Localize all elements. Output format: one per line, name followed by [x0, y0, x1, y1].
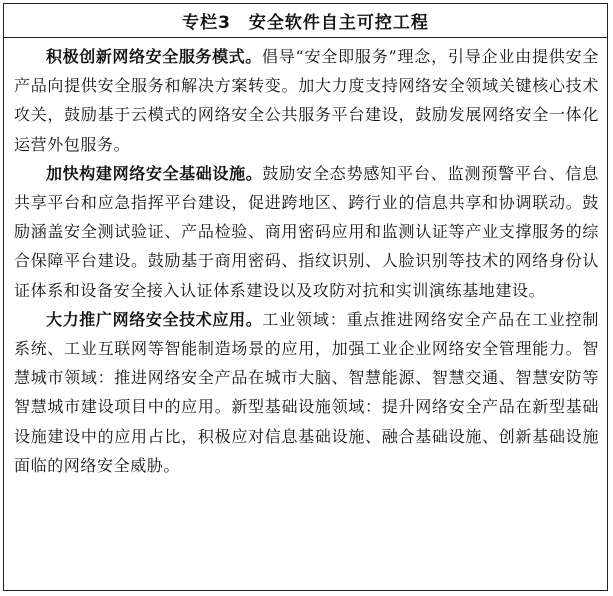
paragraph-text: 鼓励安全态势感知平台、监测预警平台、信息共享平台和应急指挥平台建设，促进跨地区、跨行业的信息共享和协调联动。鼓励涵盖安全测试验证、产品检验、商用密码应用和监测认证等产业支撑服务的综合保障平台建设。鼓励基于商用密码、指纹识别、人脸识别等技术的网络身份认证体系和设备安全接入认证体系建设以及攻防对抗和实训演练基地建设。 [14, 163, 599, 300]
paragraph-text: 倡导“安全即服务”理念，引导企业由提供安全产品向提供安全服务和解决方案转变。加大力度支持网络安全领域关键核心技术攻关，鼓励基于云模式的网络安全公共服务平台建设，鼓励发展网络安全一体化运营外包服务。 [14, 47, 599, 154]
paragraph-text: 工业领域：重点推进网络安全产品在工业控制系统、工业互联网等智能制造场景的应用，加强工业企业网络安全管理能力。智慧城市领域：推进网络安全产品在城市大脑、智慧能源、智慧交通、智慧安防等智慧城市建设项目中的应用。新型基础设施领域：提升网络安全产品在新型基础设施建设中的应用占比，积极应对信息基础设施、融合基础设施、创新基础设施面临的网络安全威胁。 [14, 309, 599, 475]
panel-header [4, 4, 607, 38]
paragraph-application [14, 305, 599, 480]
paragraph-infrastructure [14, 159, 599, 305]
paragraph-lead: 积极创新网络安全服务模式。 [46, 47, 262, 66]
panel-content [4, 38, 607, 480]
paragraph-service-model [14, 42, 599, 159]
panel-title: 安全软件自主可控工程 [248, 13, 429, 33]
paragraph-lead: 大力推广网络安全技术应用。 [46, 309, 263, 329]
panel-number: 专栏3 [182, 13, 231, 33]
paragraph-lead: 加快构建网络安全基础设施。 [46, 163, 263, 183]
feature-box [3, 3, 608, 591]
